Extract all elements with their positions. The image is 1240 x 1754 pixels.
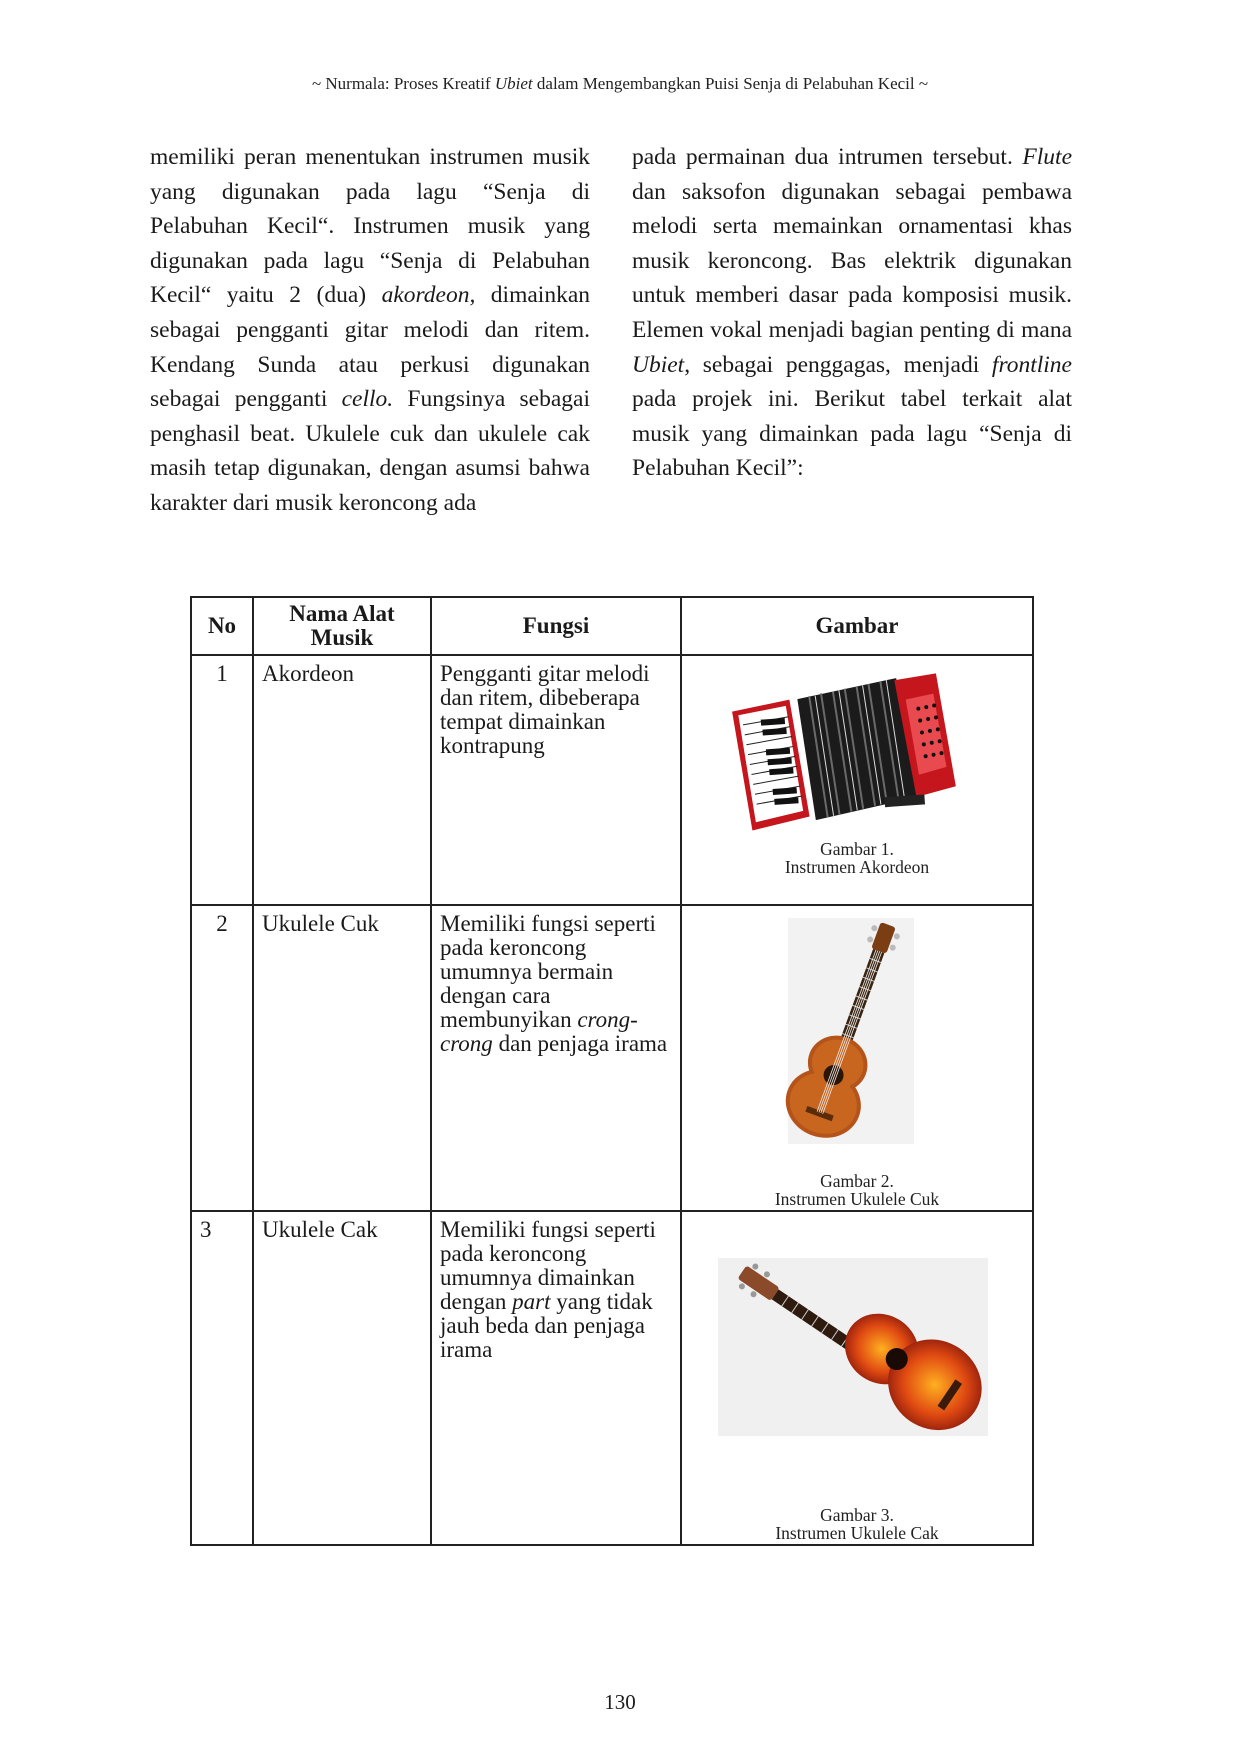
table-row (191, 655, 1033, 905)
accordion-image (682, 668, 1032, 838)
right-text-2: dan saksofon digunakan sebagai pembawa melodi serta memainkan ornamentasi khas musik keroncong. Bas elektrik digunakan untuk memberi dasar pada komposisi musik. Elemen vokal menjadi bagian penting di mana (632, 178, 1072, 343)
figure-caption (682, 1172, 1032, 1208)
left-paragraph (150, 140, 590, 521)
right-italic-1: Flute (1022, 144, 1072, 170)
instrument-table (190, 596, 1034, 1546)
right-text-4: pada projek ini. Berikut tabel terkait alat musik yang dimainkan pada lagu “Senja di Pelabuhan Kecil”: (632, 386, 1072, 482)
function-text: Memiliki fungsi seperti pada keroncong umumnya bermain dengan cara membunyikan (440, 911, 656, 1032)
running-head (0, 74, 1240, 94)
header-function: Fungsi (431, 597, 681, 655)
function-italic: part (512, 1289, 551, 1314)
running-head-italic: Ubiet (494, 74, 533, 93)
right-italic-2: Ubiet (632, 351, 685, 378)
left-text-2: dimainkan sebagai pengganti gitar melodi dan ritem. Kendang Sunda atau perkusi digunakan sebagai pengganti (150, 282, 591, 413)
header-no: No (191, 597, 253, 655)
running-head-suffix: dalam Mengembangkan Puisi Senja di Pelabuhan Kecil ~ (532, 74, 929, 93)
table-header-row (191, 597, 1033, 655)
table-row (191, 1211, 1033, 1545)
left-italic-2: cello. (341, 386, 394, 413)
row-function (431, 1211, 681, 1545)
left-text-1: memiliki peran menentukan instrumen musik yang digunakan pada lagu “Senja di Pelabuhan Kecil“. Instrumen musik yang digunakan pada lagu “Senja di Pelabuhan Kecil“ yaitu 2 (dua) (150, 144, 590, 309)
table-row (191, 905, 1033, 1211)
body-column-left (150, 140, 590, 521)
row-no: 3 (191, 1211, 253, 1545)
function-text: Memiliki fungsi seperti pada keroncong umumnya dimainkan dengan (440, 1217, 656, 1314)
right-italic-3: frontline (991, 351, 1072, 378)
caption-number: Gambar 2. (820, 1171, 894, 1191)
ukulele-cak-image (682, 1258, 1032, 1436)
function-text-end: yang tidak jauh beda dan penjaga irama (440, 1289, 653, 1362)
row-image-cell (681, 1211, 1033, 1545)
figure-caption (682, 1506, 1032, 1542)
page-number: 130 (604, 1690, 636, 1714)
caption-title: Instrumen Ukulele Cuk (774, 1189, 940, 1209)
body-column-right (632, 140, 1072, 486)
right-text-3: , sebagai penggagas, menjadi (684, 351, 992, 378)
right-text-1: pada permainan dua intrumen tersebut. (632, 144, 1023, 170)
row-no: 1 (191, 655, 253, 905)
header-name: Nama Alat Musik (253, 597, 431, 655)
row-function (431, 905, 681, 1211)
caption-number: Gambar 1. (820, 839, 894, 859)
right-paragraph (632, 140, 1072, 486)
caption-title: Instrumen Akordeon (784, 857, 930, 877)
function-italic: crong-crong (440, 1007, 638, 1056)
caption-title: Instrumen Ukulele Cak (775, 1523, 939, 1543)
row-name: Ukulele Cuk (253, 905, 431, 1211)
row-name: Akordeon (253, 655, 431, 905)
left-italic-1: akordeon, (381, 282, 476, 309)
row-image-cell (681, 905, 1033, 1211)
running-head-prefix: ~ Nurmala: Proses Kreatif (311, 74, 495, 93)
left-text-3: Fungsinya sebagai penghasil beat. Ukulele cuk dan ukulele cak masih tetap digunakan, dengan asumsi bahwa karakter dari musik keroncong ada (150, 386, 591, 516)
ukulele-cuk-image (682, 918, 1032, 1144)
row-image-cell (681, 655, 1033, 905)
row-name: Ukulele Cak (253, 1211, 431, 1545)
caption-number: Gambar 3. (820, 1505, 894, 1525)
header-image: Gambar (681, 597, 1033, 655)
row-no: 2 (191, 905, 253, 1211)
function-text-end: dan penjaga irama (492, 1031, 668, 1056)
figure-caption (682, 840, 1032, 876)
row-function: Pengganti gitar melodi dan ritem, dibeberapa tempat dimainkan kontrapung (431, 655, 681, 905)
